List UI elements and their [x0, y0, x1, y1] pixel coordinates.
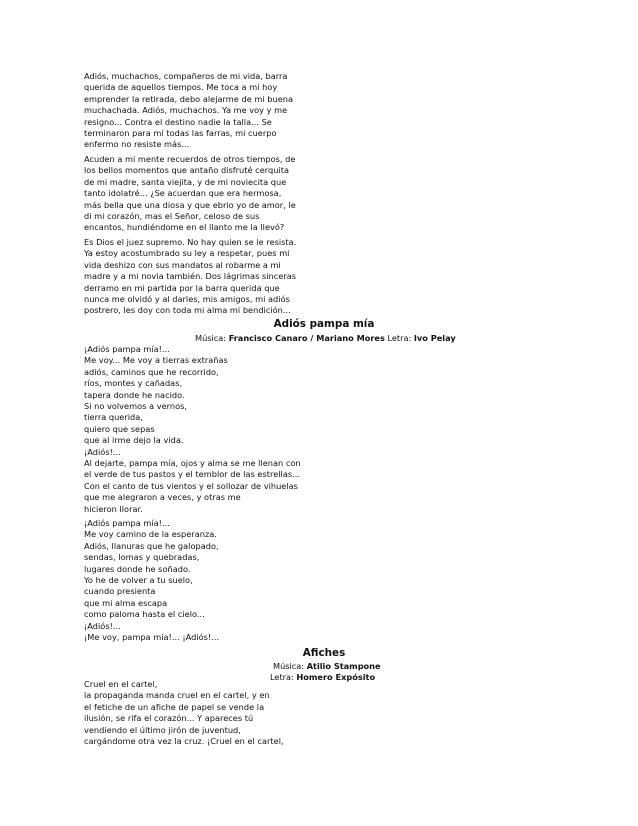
- text-line: de mi madre, santa viejita, y de mi noviecita que: [84, 176, 287, 187]
- text-line: sendas, lomas y quebradas,: [84, 552, 200, 563]
- credit-music-value: Atilio Stampone: [306, 661, 381, 671]
- text-line: la propaganda manda cruel en el cartel, y en: [84, 690, 270, 701]
- text-line: Me voy... Me voy a tierras extrañas: [84, 355, 228, 366]
- text-line: tapera donde he nacido.: [84, 389, 185, 400]
- text-line: encantos, hundiéndome en el llanto me la llevó?: [84, 222, 285, 233]
- text-line: madre y a mi novia también. Dos lágrimas sinceras: [84, 271, 297, 282]
- song1-stanza-3: [84, 518, 308, 643]
- text-line: Si no volvemos a vernos,: [84, 401, 188, 412]
- text-line: Me voy camino de la esperanza.: [84, 529, 217, 540]
- text-line: que me alegraron a veces, y otras me: [84, 492, 241, 503]
- text-line: que al irme dejo la vida.: [84, 435, 184, 446]
- text-line: Acuden a mi mente recuerdos de otros tiempos, de: [84, 154, 296, 164]
- text-line: adiós, caminos que he recorrido,: [84, 366, 219, 377]
- text-line: vendiendo el último jirón de juventud,: [84, 724, 241, 735]
- song1-stanza-2: [84, 458, 308, 515]
- text-line: di mi corazón, mas el Señor, celoso de sus: [84, 211, 260, 222]
- credit-music-label: Música:: [273, 661, 305, 671]
- text-line: quiero que sepas: [84, 423, 155, 434]
- text-line: Con el canto de tus vientos y el sollozar de vihuelas: [84, 480, 298, 491]
- text-line: hicieron llorar.: [84, 503, 143, 514]
- text-line: ¡Me voy, pampa mía!... ¡Adiós!...: [84, 632, 220, 643]
- text-line: ¡Adiós!...: [84, 620, 121, 631]
- text-line: ilusión, se rifa el corazón... Y apareces tú: [84, 713, 254, 724]
- text-line: más bella que una diosa y que ebrio yo de amor, le: [84, 199, 296, 210]
- credit-lyrics-value: Ivo Pelay: [413, 333, 456, 343]
- text-line: lugares donde he soñado.: [84, 563, 191, 574]
- credit-lyrics-value: Homero Expósito: [296, 672, 376, 682]
- song-title-afiches: Afiches: [302, 647, 346, 659]
- text-line: como paloma hasta el cielo...: [84, 609, 205, 620]
- text-line: Ya estoy acostumbrado su ley a respetar, pues mi: [84, 248, 290, 259]
- song2-stanza-1: [84, 679, 308, 747]
- credit-music-label: Música:: [195, 333, 227, 343]
- text-line: ¡Adiós!...: [84, 446, 121, 457]
- song-credit-adios-pampa-mia: [195, 333, 456, 344]
- text-line: ¡Adiós pampa mía!...: [84, 344, 170, 354]
- text-line: Es Dios el juez supremo. No hay quien se le resista.: [84, 237, 297, 247]
- text-line: Adiós, muchachos, compañeros de mi vida, barra: [84, 71, 288, 81]
- text-line: Yo he de volver a tu suelo,: [84, 575, 193, 586]
- text-line: vida deshizo con sus mandatos al robarme a mi: [84, 259, 281, 270]
- intro-paragraph-1: [84, 71, 308, 151]
- text-line: derramo en mi partida por la barra querida que: [84, 282, 280, 293]
- song-credit-music-afiches: [273, 661, 381, 672]
- intro-paragraph-3: [84, 237, 308, 317]
- credit-lyrics-label: Letra:: [387, 333, 412, 343]
- text-line: enfermo no resiste más...: [84, 139, 190, 150]
- credit-music-value: Francisco Canaro / Mariano Mores: [228, 333, 385, 343]
- text-line: que mi alma escapa: [84, 597, 168, 608]
- song1-stanza-1: [84, 344, 308, 458]
- text-line: terminaron para mí todas las farras, mi cuerpo: [84, 128, 277, 139]
- text-line: resigno... Contra el destino nadie la talla... Se: [84, 116, 272, 127]
- text-line: los bellos momentos que antaño disfruté cerquita: [84, 165, 289, 176]
- text-line: postrero, les doy con toda mi alma mi bendición...: [84, 305, 291, 316]
- text-line: querida de aquellos tiempos. Me toca a mí hoy: [84, 82, 278, 93]
- text-line: Al dejarte, pampa mía, ojos y alma se me llenan con: [84, 458, 301, 468]
- credit-lyrics-label: Letra:: [270, 672, 294, 682]
- text-line: Adiós, llanuras que he galopado,: [84, 540, 219, 551]
- song-title-adios-pampa-mia: Adiós pampa mía: [273, 318, 375, 330]
- intro-paragraph-2: [84, 154, 308, 234]
- text-line: emprender la retirada, debo alejarme de mi buena: [84, 93, 294, 104]
- text-line: tanto idolatré... ¿Se acuerdan que era hermosa,: [84, 188, 282, 199]
- text-line: ríos, montes y cañadas,: [84, 378, 183, 389]
- text-line: cargándome otra vez la cruz. ¡Cruel en el cartel,: [84, 736, 284, 747]
- text-line: el verde de tus pastos y el temblor de las estrellas...: [84, 469, 301, 480]
- text-line: Cruel en el cartel,: [84, 679, 158, 689]
- text-line: tierra querida,: [84, 412, 143, 423]
- text-line: el fetiche de un afiche de papel se vende la: [84, 701, 265, 712]
- text-line: ¡Adiós pampa mía!...: [84, 518, 170, 528]
- text-line: nunca me olvidó y al darles, mis amigos, mi adiós: [84, 294, 290, 305]
- text-line: cuando presienta: [84, 586, 156, 597]
- text-line: muchachada. Adiós, muchachos. Ya me voy y me: [84, 105, 288, 116]
